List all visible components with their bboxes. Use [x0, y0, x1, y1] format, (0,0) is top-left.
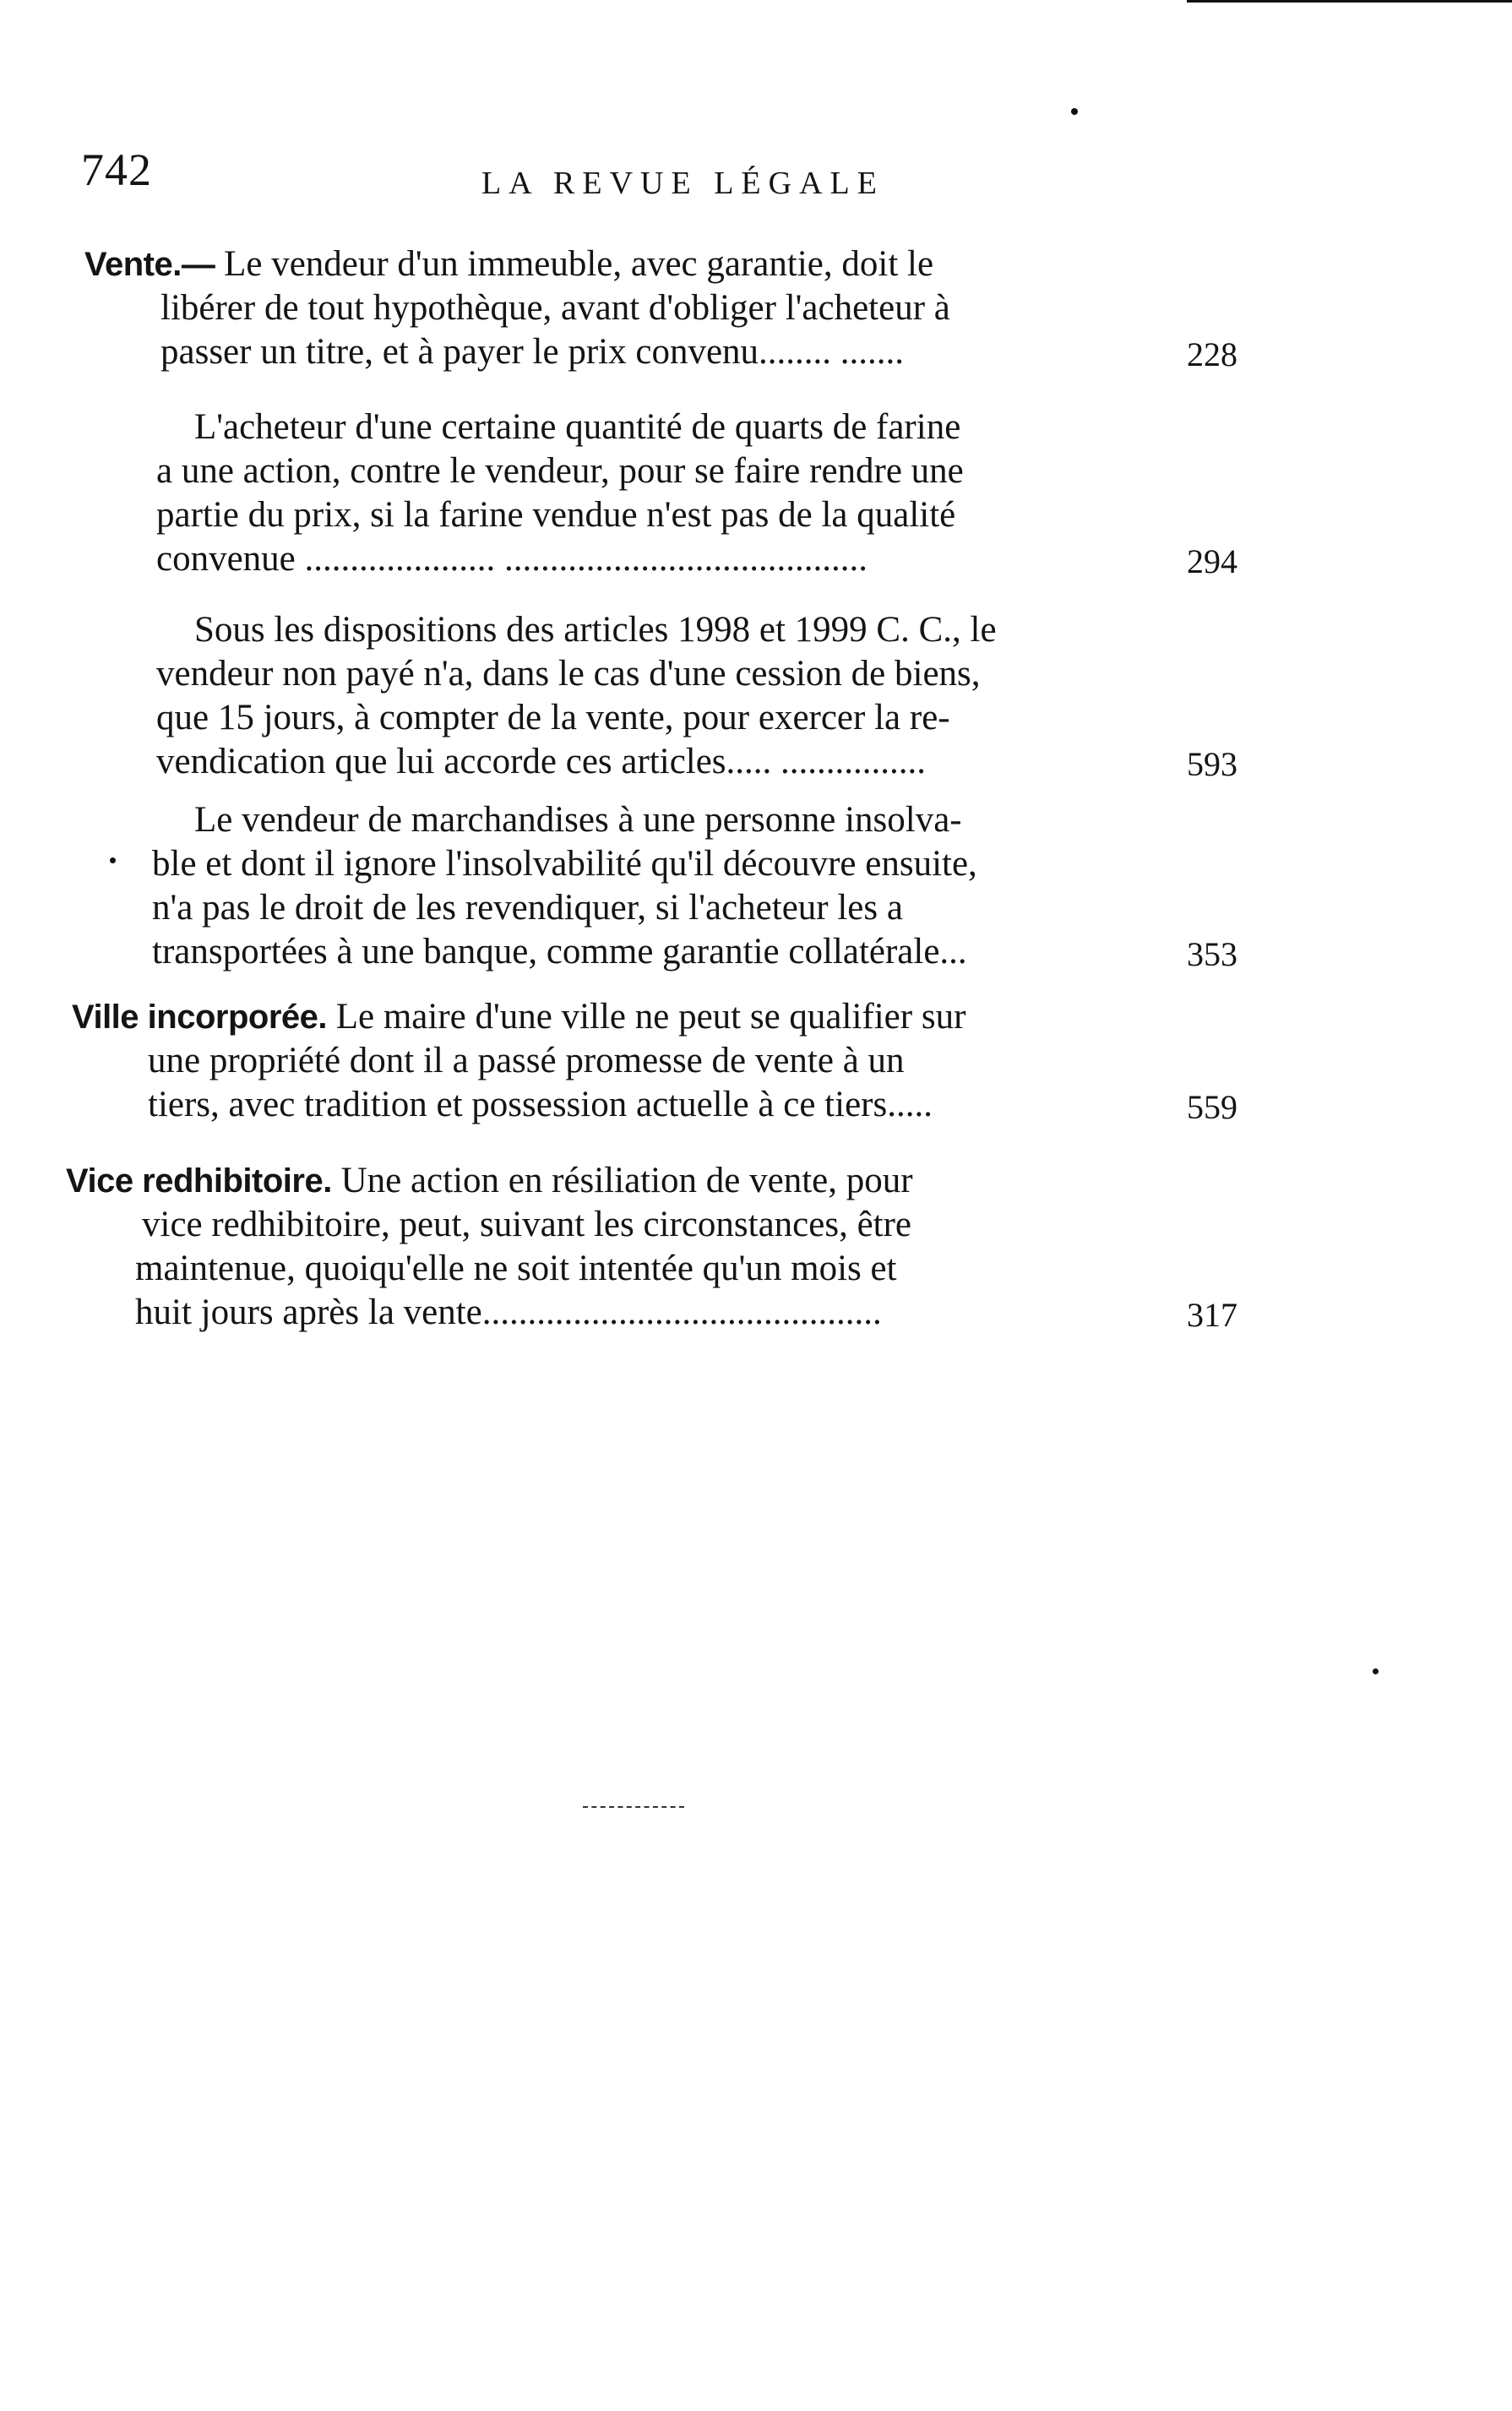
entry-line: maintenue, quoiqu'elle ne soit intentée qu'un mois et [135, 1249, 897, 1288]
entry-line: une propriété dont il a passé promesse de vente à un [148, 1041, 905, 1080]
index-entry [84, 242, 1237, 374]
entry-line: vendeur non payé n'a, dans le cas d'une cession de biens, [156, 654, 981, 694]
index-entry [156, 405, 1237, 581]
ink-speck [1373, 1668, 1379, 1674]
entry-line: partie du prix, si la farine vendue n'est pas de la qualité [156, 495, 956, 535]
entry-line: convenue ..................... ........................................ [156, 539, 868, 579]
entry-heading: Vice redhibitoire. [66, 1162, 332, 1200]
running-title: LA REVUE LÉGALE [481, 166, 884, 201]
page-number: 742 [81, 144, 152, 195]
entry-text: Le vendeur d'un immeuble, avec garantie, doit le [224, 244, 934, 284]
entry-line: Sous les dispositions des articles 1998 et 1999 C. C., le [194, 610, 997, 650]
page-reference: 559 [1187, 1088, 1237, 1126]
page-reference: 228 [1187, 335, 1237, 373]
entry-line: vendication que lui accorde ces articles..... ................ [156, 742, 927, 781]
entry-text: Le maire d'une ville ne peut se qualifier sur [335, 997, 966, 1037]
page-reference: 353 [1187, 935, 1237, 973]
entry-line: Le vendeur de marchandises à une personne insolva- [194, 800, 962, 840]
entry-line: tiers, avec tradition et possession actuelle à ce tiers..... [148, 1085, 933, 1124]
entry-line: passer un titre, et à payer le prix convenu........ ....... [160, 332, 905, 372]
ink-speck [1071, 108, 1078, 115]
entry-line [72, 995, 1237, 1039]
entry-heading: Ville incorporée. [72, 999, 327, 1036]
entry-line [66, 1159, 1237, 1203]
entry-line: transportées à une banque, comme garantie collatérale... [152, 932, 967, 971]
index-entry [156, 608, 1237, 784]
entry-line: que 15 jours, à compter de la vente, pour exercer la re- [156, 698, 950, 737]
entry-line: huit jours après la vente............................................ [135, 1293, 882, 1332]
entry-heading: Vente.— [84, 246, 215, 283]
entry-line: L'acheteur d'une certaine quantité de quarts de farine [194, 407, 961, 447]
entry-line: a une action, contre le vendeur, pour se faire rendre une [156, 451, 964, 491]
entry-line: n'a pas le droit de les revendiquer, si l'acheteur les a [152, 888, 903, 928]
entry-line: ble et dont il ignore l'insolvabilité qu'il découvre ensuite, [152, 844, 977, 884]
top-edge-line [1187, 0, 1512, 3]
page-reference: 593 [1187, 745, 1237, 783]
section-divider [583, 1806, 684, 1808]
entry-line: libérer de tout hypothèque, avant d'obliger l'acheteur à [160, 288, 950, 328]
page-reference: 317 [1187, 1296, 1237, 1334]
index-entry [72, 995, 1237, 1127]
entry-text: Une action en résiliation de vente, pour [340, 1161, 913, 1200]
entry-line [84, 242, 1237, 286]
page-reference: 294 [1187, 542, 1237, 580]
entry-line: vice redhibitoire, peut, suivant les circonstances, être [142, 1205, 912, 1244]
index-entry [66, 1159, 1237, 1335]
ink-speck [110, 857, 116, 863]
index-entry [152, 798, 1237, 974]
